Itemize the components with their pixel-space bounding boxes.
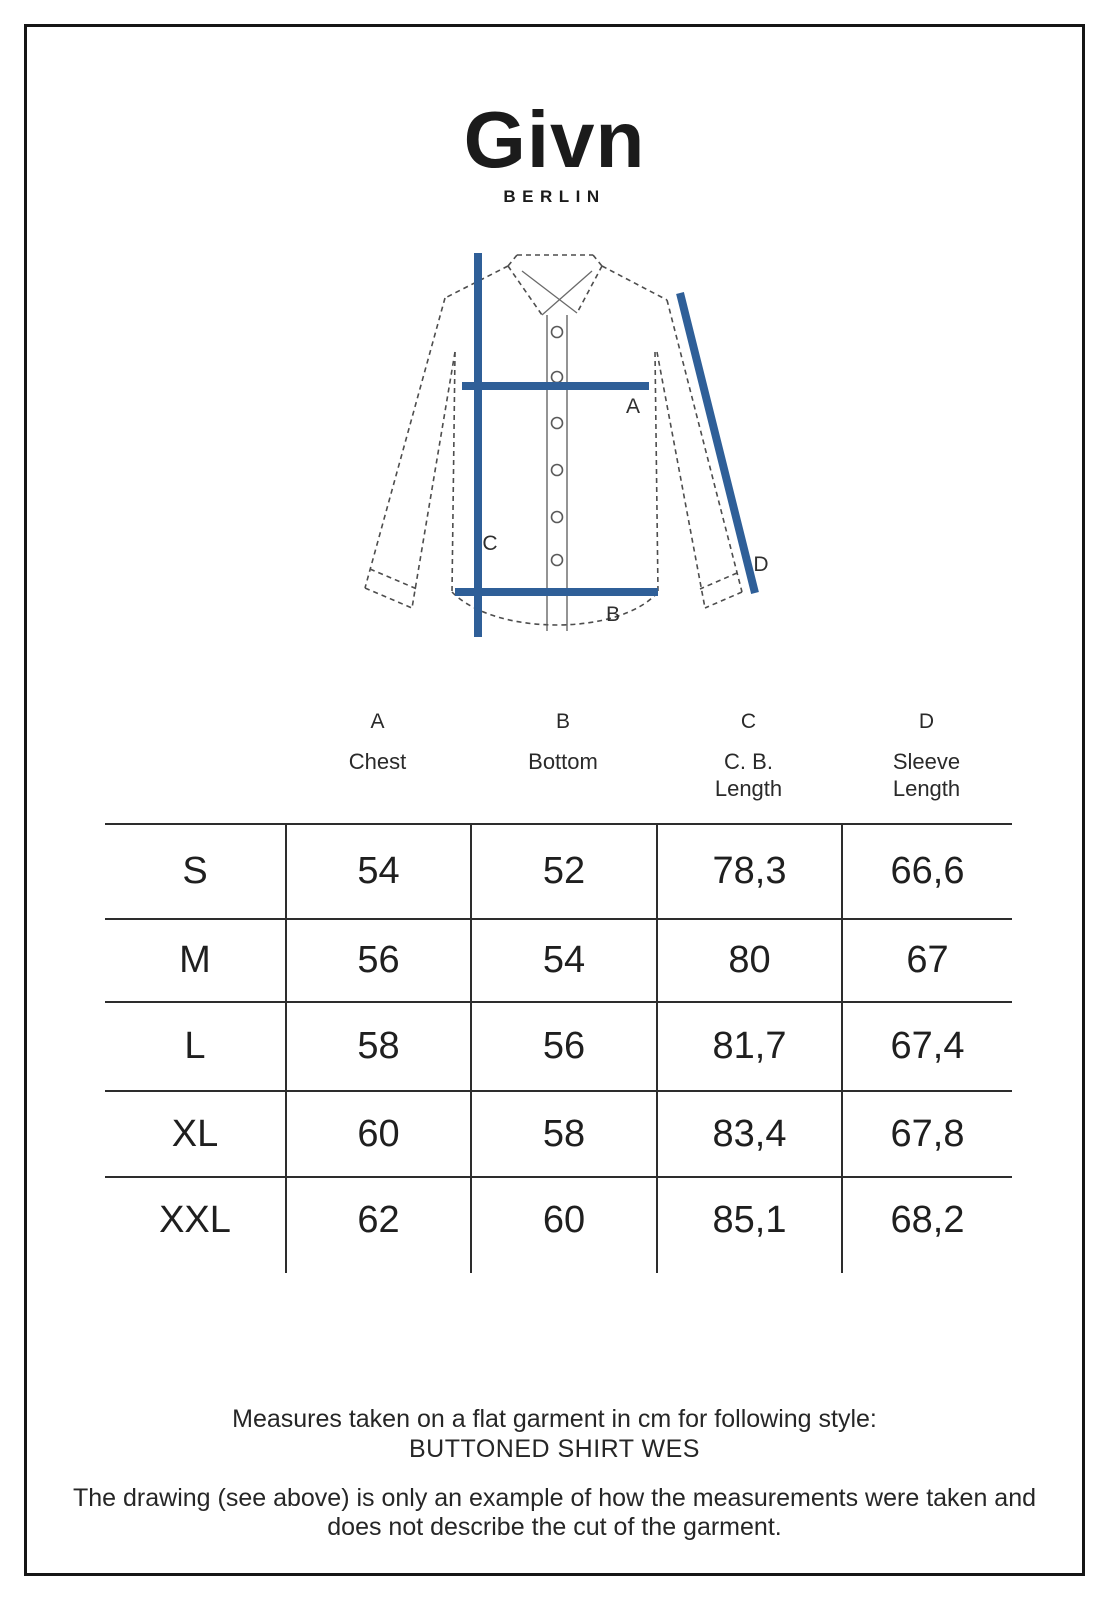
style-name: BUTTONED SHIRT WES xyxy=(409,1435,700,1463)
col-header-name-cb-length: C. B. Length xyxy=(714,749,783,801)
size-cell: L xyxy=(105,1001,285,1090)
collar-flaps xyxy=(522,271,592,315)
size-chart-table xyxy=(105,705,1012,1273)
value-cell: 85,1 xyxy=(656,1176,841,1273)
value-cell: 58 xyxy=(470,1090,656,1176)
value-cell: 68,2 xyxy=(841,1176,1012,1273)
size-cell: XL xyxy=(105,1090,285,1176)
label-a: A xyxy=(625,395,641,418)
col-header-letter-b: B xyxy=(555,710,570,733)
value-cell: 81,7 xyxy=(656,1001,841,1090)
value-cell: 67,8 xyxy=(841,1090,1012,1176)
size-cell: S xyxy=(105,823,285,918)
col-header-name-chest: Chest xyxy=(348,749,407,774)
measure-note xyxy=(0,1405,1109,1464)
value-cell: 60 xyxy=(470,1176,656,1273)
buttons xyxy=(552,327,563,566)
measure-note-line: Measures taken on a flat garment in cm for following style: xyxy=(232,1405,877,1433)
size-cell: XXL xyxy=(105,1176,285,1273)
corner-cell xyxy=(105,739,285,823)
value-cell: 78,3 xyxy=(656,823,841,918)
sleeve-line-d xyxy=(680,293,755,593)
label-d: D xyxy=(753,553,769,576)
size-cell: M xyxy=(105,918,285,1001)
value-cell: 80 xyxy=(656,918,841,1001)
col-header-name-bottom: Bottom xyxy=(528,749,598,774)
value-cell: 67,4 xyxy=(841,1001,1012,1090)
col-header-name-sleeve-length: Sleeve Length xyxy=(892,749,961,801)
value-cell: 83,4 xyxy=(656,1090,841,1176)
label-b: B xyxy=(605,603,621,626)
brand-city: BERLIN xyxy=(503,187,606,206)
value-cell: 62 xyxy=(285,1176,470,1273)
value-cell: 67 xyxy=(841,918,1012,1001)
brand-logo xyxy=(0,95,1109,207)
value-cell: 52 xyxy=(470,823,656,918)
corner-cell xyxy=(105,705,285,739)
col-header-letter-a: A xyxy=(370,710,385,733)
label-c: C xyxy=(482,532,498,555)
value-cell: 58 xyxy=(285,1001,470,1090)
col-header-letter-c: C xyxy=(740,710,757,733)
value-cell: 56 xyxy=(285,918,470,1001)
value-cell: 66,6 xyxy=(841,823,1012,918)
value-cell: 60 xyxy=(285,1090,470,1176)
shirt-measurement-diagram xyxy=(360,240,780,650)
disclaimer-note: The drawing (see above) is only an example of how the measurements were taken and does not describe the cut of the garment. xyxy=(72,1484,1037,1541)
value-cell: 56 xyxy=(470,1001,656,1090)
value-cell: 54 xyxy=(470,918,656,1001)
measurement-lines xyxy=(455,253,755,637)
value-cell: 54 xyxy=(285,823,470,918)
col-header-letter-d: D xyxy=(918,710,935,733)
brand-name: Givn xyxy=(463,95,646,184)
